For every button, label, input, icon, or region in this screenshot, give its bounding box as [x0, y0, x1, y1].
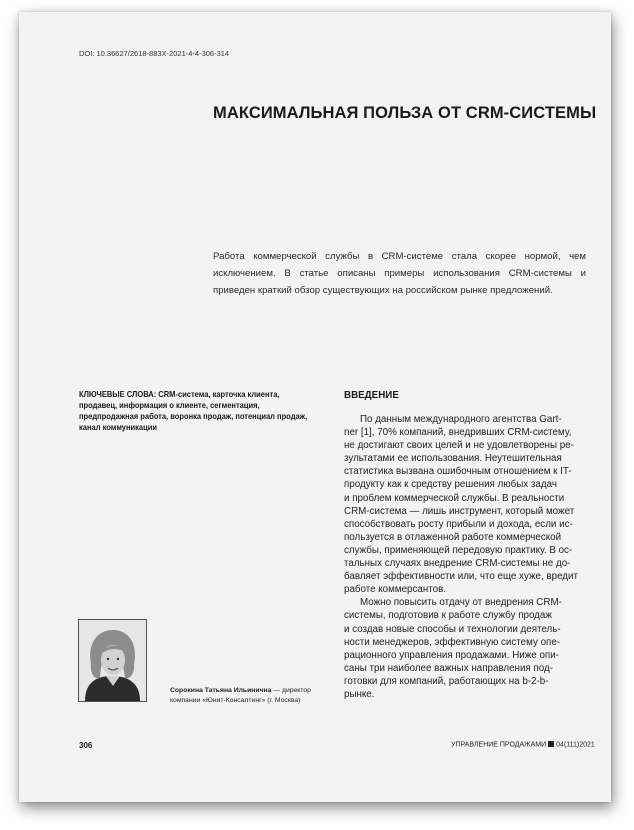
body-line: ner [1], 70% компаний, внедривших CRM-систему,	[344, 427, 572, 439]
body-line: и проблем коммерческой службы. В реальности	[344, 492, 565, 504]
body-line: работе коммерсантов.	[344, 584, 447, 596]
keywords: КЛЮЧЕВЫЕ СЛОВА: CRM-система, карточка клиента, продавец, информация о клиенте, сегментация, предпродажная работа, воронка продаж, потенциал продаж, канал коммуникации	[79, 390, 308, 432]
introduction-text	[344, 413, 588, 701]
body-line: системы, подготовив к работе службу продаж	[344, 610, 552, 622]
body-line: ности менеджеров, эффективную систему опе-	[344, 636, 561, 648]
body-line: рынке.	[344, 688, 375, 700]
journal-name: УПРАВЛЕНИЕ ПРОДАЖАМИ	[451, 741, 547, 749]
body-line: зультатами ее использования. Неутешительная	[344, 453, 562, 465]
journal-issue: 04(111)2021	[556, 741, 595, 749]
author-role: — директор компании «Юнит-Консалтинг» (г. Москва)	[170, 687, 311, 704]
body-line: тальных случаях внедрение CRM-системы не до-	[344, 558, 571, 570]
author-caption	[170, 686, 340, 705]
body-line: бавляет эффективности или, что еще хуже, вредит	[344, 571, 578, 583]
body-line: По данным международного агентства Gart-	[360, 414, 562, 425]
page-number: 306	[79, 741, 93, 750]
article-page	[19, 12, 611, 802]
body-line: готовки для компаний, работающих на b-2-b-	[344, 675, 549, 687]
body-line: не достигают своих целей и не удовлетворены ре-	[344, 440, 574, 452]
body-line: рационного управления продажами. Ниже опи-	[344, 649, 559, 661]
body-line: службы, применяющей передовую практику. В ос-	[344, 544, 573, 556]
body-line: пользуется в отлаженной работе коммерческой	[344, 531, 562, 543]
author-photo	[78, 619, 147, 702]
section-title-introduction: ВВЕДЕНИЕ	[344, 390, 399, 401]
body-line: саны три наиболее важных направления под-	[344, 662, 553, 674]
author-portrait-icon	[79, 620, 146, 701]
doi-label: DOI: 10.36627/2618-883X-2021-4-4-306-314	[79, 49, 230, 58]
author-name: Сорокина Татьяна Ильинична	[170, 687, 272, 694]
journal-footer	[451, 741, 595, 749]
body-line: статистика вызвана ошибочным отношением к IT-	[344, 466, 572, 478]
body-line: продукту как к средству решения любых задач	[344, 479, 557, 491]
body-line: и создав новые способы и технологии деятель-	[344, 623, 561, 635]
article-abstract: Работа коммерческой службы в CRM-системе стала скорее нормой, чем исключением. В статье описаны примеры использования CRM-системы и приведен краткий обзор существующих на российском рынке предложений.	[213, 251, 586, 296]
body-line: Можно повысить отдачу от внедрения CRM-	[360, 597, 562, 609]
body-line: способствовать росту прибыли и дохода, если ис-	[344, 518, 573, 530]
square-separator-icon	[548, 741, 554, 747]
body-line: CRM-система — лишь инструмент, который может	[344, 505, 575, 517]
article-title: МАКСИМАЛЬНАЯ ПОЛЬЗА ОТ CRM-СИСТЕМЫ	[213, 104, 597, 122]
